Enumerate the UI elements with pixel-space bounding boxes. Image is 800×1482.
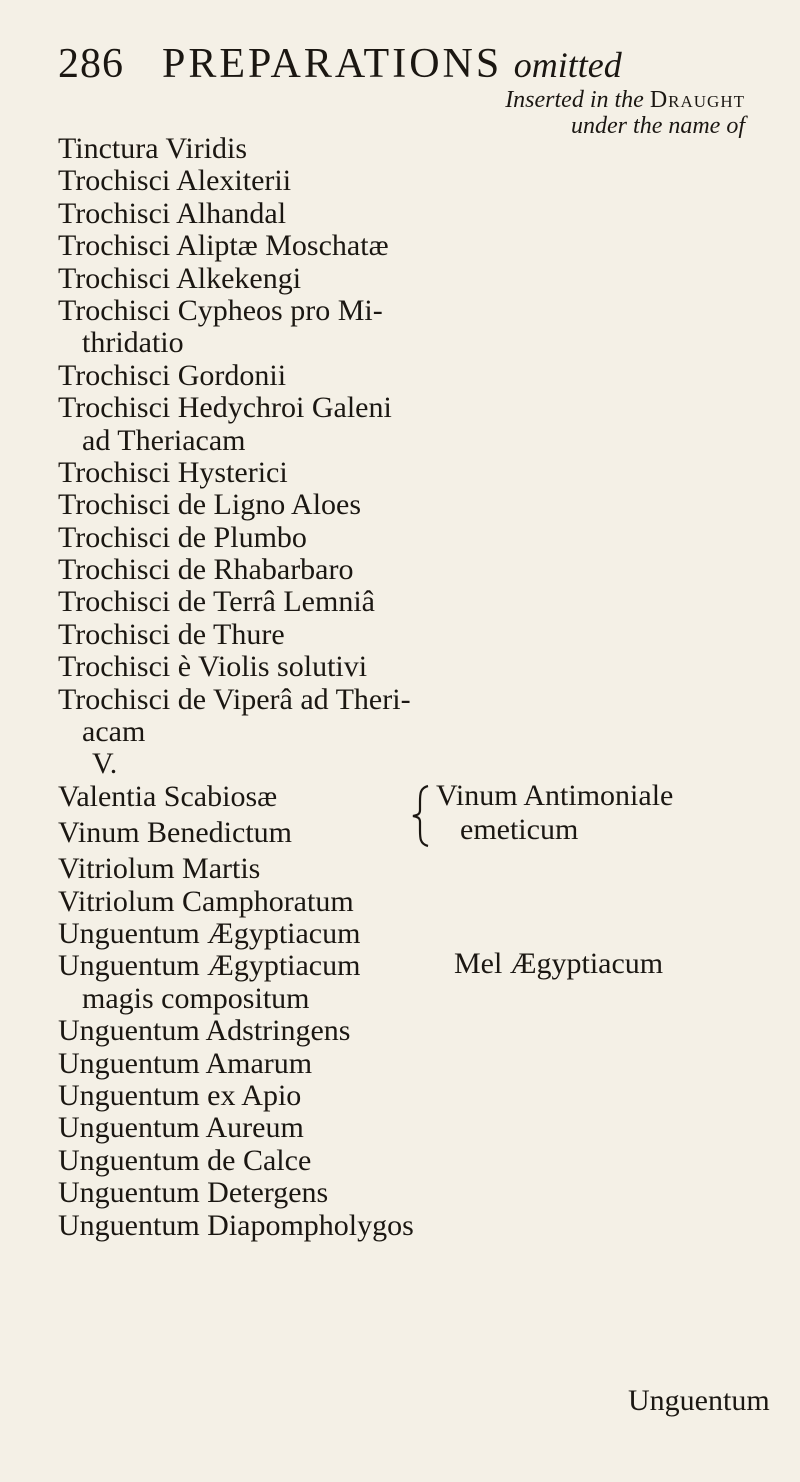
list-item: Trochisci de Viperâ ad Theri- [58,682,411,716]
list-item: Trochisci Cypheos pro Mi- [58,293,383,327]
list-item: Trochisci de Terrâ Lemniâ [58,585,375,619]
list-item: Unguentum Aureum [58,1111,304,1145]
list-item: Trochisci è Violis solutivi [58,650,368,684]
heading-prefix: Inserted in the [505,87,644,113]
right-column-heading-line2: under the name of [571,113,745,139]
list-item: ad Theriacam [82,423,246,457]
list-item: Trochisci de Plumbo [58,520,307,554]
list-item: Unguentum Adstringens [58,1014,351,1048]
list-item: Tinctura Viridis [58,132,248,165]
list-item: Vinum Benedictum [58,816,292,850]
list-item: Unguentum ex Apio [58,1078,302,1112]
list-item: Trochisci de Thure [58,617,285,651]
page-title: PREPARATIONS [162,41,503,87]
right-entry-vinum-line2: emeticum [460,813,579,846]
list-item: Unguentum de Calce [58,1143,312,1177]
list-item: Valentia Scabiosæ [58,779,278,813]
list-item: Vitriolum Martis [58,852,261,886]
left-column-list [58,133,698,1242]
list-item: acam [82,715,146,749]
right-entry-vinum-line1: Vinum Antimoniale [436,779,674,812]
list-item: Trochisci Alexiterii [58,164,292,198]
list-item: magis compositum [82,981,310,1015]
list-item: Trochisci Alhandal [58,196,287,230]
right-entry-mel: Mel Ægyptiacum [454,947,664,980]
list-item: Trochisci Hysterici [58,455,288,489]
list-item: Unguentum Detergens [58,1176,329,1210]
list-item: Unguentum Amarum [58,1046,313,1080]
list-item: Trochisci de Rhabarbaro [58,553,354,587]
heading-smallcaps: Draught [649,87,745,113]
list-item: Unguentum Diapompholygos [58,1208,414,1242]
page-number: 286 [58,41,124,87]
list-item: Trochisci Gordonii [58,358,287,392]
catchword: Unguentum [628,1384,770,1417]
list-item: Trochisci Aliptæ Moschatæ [58,229,389,263]
list-item: Unguentum Ægyptiacum [58,949,361,983]
curly-brace-icon [408,784,434,848]
list-item: Trochisci Hedychroi Galeni [58,391,392,425]
page-title-italic: omitted [513,45,622,85]
running-head [58,40,622,88]
list-item: Trochisci Alkekengi [58,261,302,295]
section-letter: V. [92,747,118,781]
list-item: thridatio [82,326,184,360]
list-item: Trochisci de Ligno Aloes [58,488,362,522]
list-item: Unguentum Ægyptiacum [58,916,361,950]
right-column-heading-line1 [0,87,745,114]
list-item: Vitriolum Camphoratum [58,884,354,918]
